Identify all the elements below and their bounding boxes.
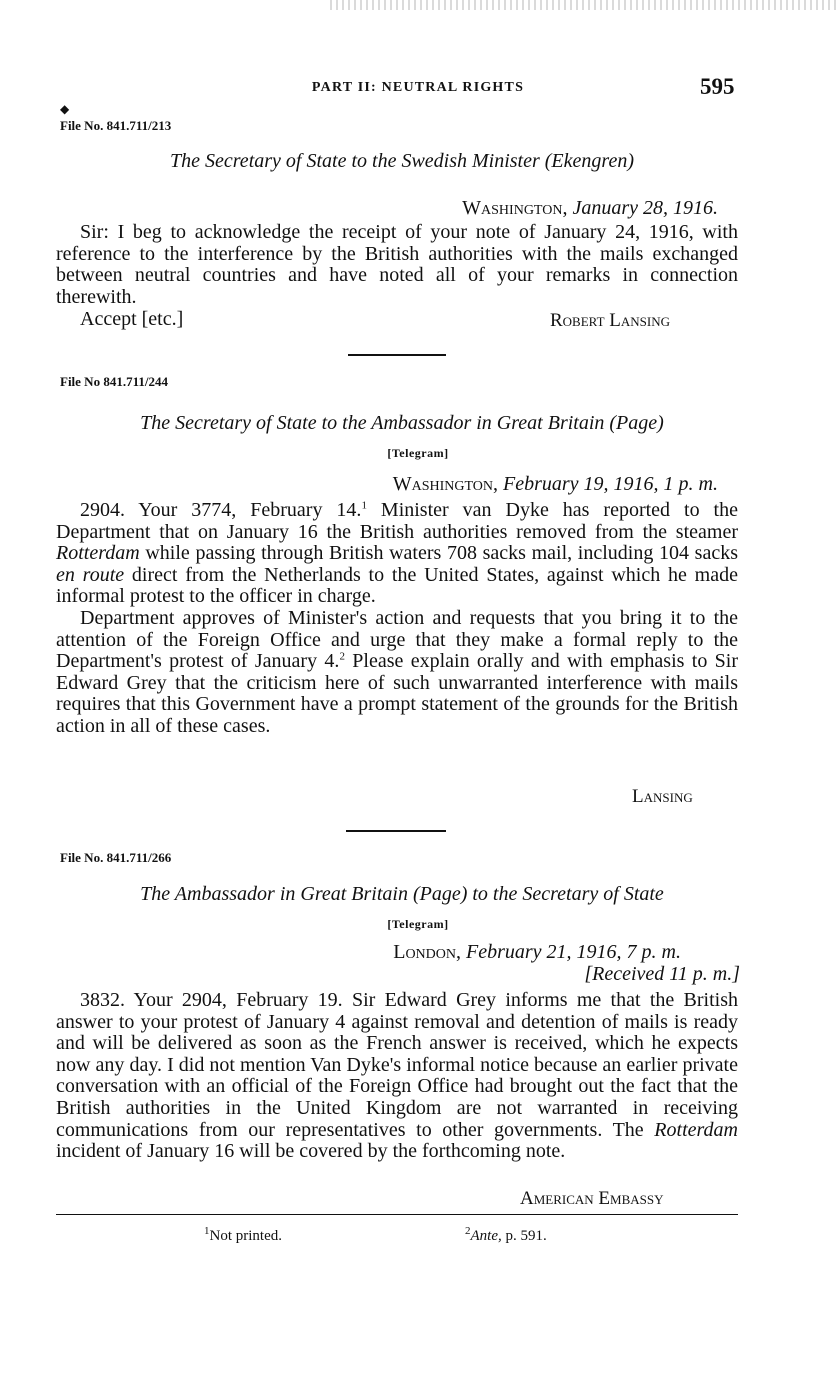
document-title: The Secretary of State to the Ambassador in Great Britain (Page) bbox=[140, 412, 664, 434]
telegram-body bbox=[56, 500, 738, 738]
section-divider bbox=[348, 354, 446, 356]
dateline-date: February 19, 1916, 1 p. m. bbox=[503, 473, 718, 495]
paragraph: 2904. Your 3774, February 14.$^1$ Minister van Dyke has reported to the Department that on January 16 the British authorities removed from the steamer Rotterdam while passing through British waters 708 sacks mail, including 104 sacks en route direct from the Netherlands to the United States, against which he made informal protest to the officer in charge. bbox=[56, 499, 738, 608]
file-number: File No 841.711/244 bbox=[60, 374, 168, 389]
signature: American Embassy bbox=[520, 1188, 664, 1209]
file-number: File No. 841.711/266 bbox=[60, 850, 172, 865]
document-title: The Secretary of State to the Swedish Minister (Ekengren) bbox=[170, 150, 634, 172]
dateline-place: Washington, bbox=[462, 197, 568, 219]
closing: Accept [etc.] bbox=[80, 308, 184, 330]
dateline-place: Washington, bbox=[392, 473, 499, 495]
dateline bbox=[393, 473, 718, 496]
running-header: PART II: NEUTRAL RIGHTS bbox=[311, 80, 525, 95]
footnote-ref: 1 bbox=[361, 499, 367, 512]
footnote-2: $^2$Ante, p. 591. bbox=[465, 1225, 547, 1244]
dateline-date: January 28, 1916. bbox=[572, 197, 718, 219]
dateline bbox=[393, 941, 681, 964]
dateline-date: February 21, 1916, 7 p. m. bbox=[466, 941, 681, 963]
section-divider bbox=[346, 830, 446, 832]
telegram-note: [Telegram] bbox=[387, 917, 449, 931]
file-number: File No. 841.711/213 bbox=[60, 118, 172, 133]
signature: Lansing bbox=[632, 786, 693, 807]
paragraph: Sir: I beg to acknowledge the receipt of your note of January 24, 1916, with reference to the interference by the British authorities with the mails exchanged between neutral countries and have noted all of your remarks in connection therewith. bbox=[56, 221, 738, 308]
paragraph: 3832. Your 2904, February 19. Sir Edward Grey informs me that the British answer to your protest of January 4 against removal and detention of mails is ready and will be delivered as soon as the French answer is received, which he expects now any day. I did not mention Van Dyke's informal notice because an earlier private conversation with an official of the Foreign Office had brought out the fact that the British authorities in the United Kingdom are not warranted in receiving communications from our representatives to other governments. The Rotterdam incident of January 16 will be covered by the forthcoming note. bbox=[56, 989, 738, 1163]
telegram-note: [Telegram] bbox=[387, 446, 449, 460]
signature: Robert Lansing bbox=[550, 310, 670, 331]
footnote-rule bbox=[56, 1214, 738, 1215]
telegram-body bbox=[56, 990, 738, 1163]
letter-body bbox=[56, 222, 738, 308]
paragraph: Department approves of Minister's action and requests that you bring it to the attention of the Foreign Office and urge that they make a formal reply to the Department's protest of January 4.$^2$ Please explain orally and with emphasis to Sir Edward Grey that the criticism here of such unwarranted interference with mails requires that this Government have a prompt statement of the grounds for the British action in all of these cases. bbox=[56, 606, 738, 737]
dateline bbox=[462, 197, 718, 220]
footnote-1: $^1$Not printed. bbox=[204, 1225, 282, 1244]
page-number: 595 bbox=[700, 74, 735, 99]
dateline-place: London, bbox=[393, 941, 462, 963]
ship-name: Rotterdam bbox=[654, 1118, 738, 1141]
received-time: [Received 11 p. m.] bbox=[584, 963, 740, 985]
scan-smudge bbox=[330, 0, 836, 10]
document-title: The Ambassador in Great Britain (Page) to the Secretary of State bbox=[140, 883, 664, 905]
footnote-ref: 2 bbox=[339, 650, 345, 663]
en-route: en route bbox=[56, 563, 125, 586]
ship-name: Rotterdam bbox=[56, 542, 140, 565]
diamond-bullet-icon: ◆ bbox=[60, 102, 70, 116]
